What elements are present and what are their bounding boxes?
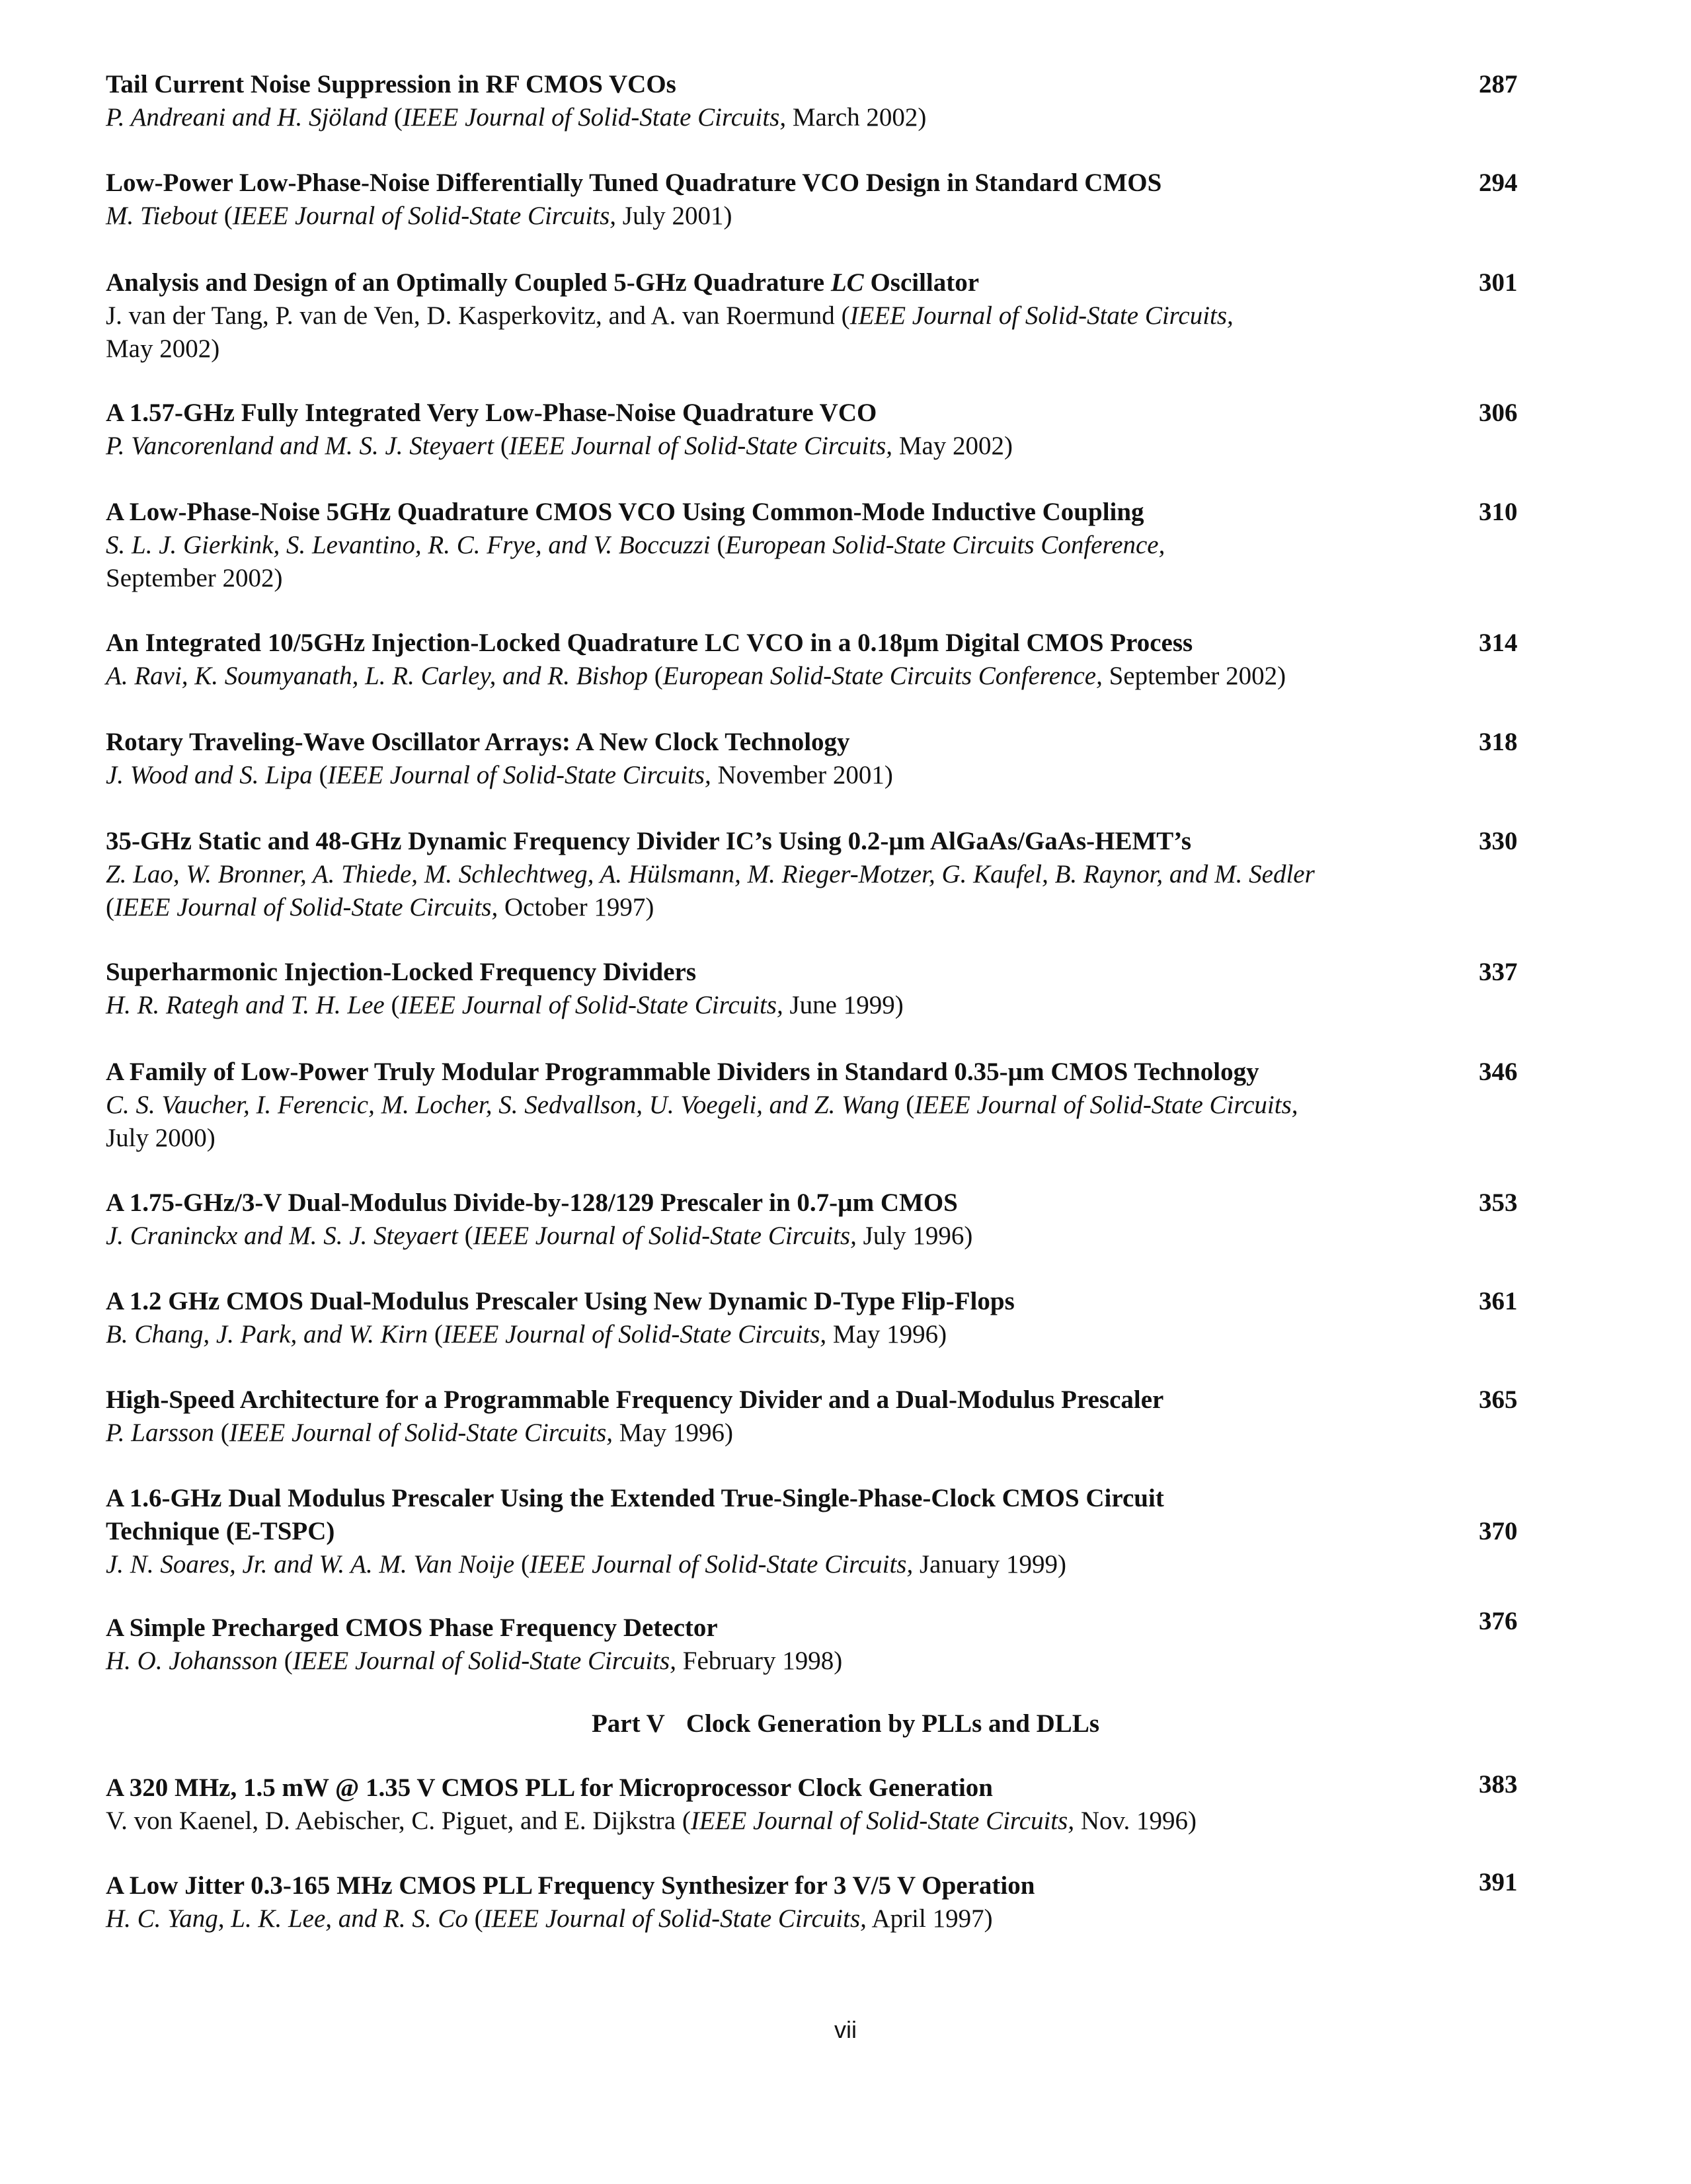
entry-citation: J. N. Soares, Jr. and W. A. M. Van Noije (IEEE Journal of Solid-State Circuits, January 1999) bbox=[106, 1550, 1066, 1579]
entry-title: Superharmonic Injection-Locked Frequency Dividers bbox=[106, 958, 697, 986]
entry-title: High-Speed Architecture for a Programmable Frequency Divider and a Dual-Modulus Prescaler bbox=[106, 1385, 1164, 1414]
entry-page-number: 306 bbox=[1479, 399, 1518, 427]
entry-title: 35-GHz Static and 48-GHz Dynamic Frequency Divider IC’s Using 0.2-µm AlGaAs/GaAs-HEMT’s bbox=[106, 827, 1192, 855]
entry-journal: IEEE Journal of Solid-State Circuits, bbox=[473, 1222, 857, 1250]
entry-authors: J. Wood and S. Lipa bbox=[106, 761, 313, 789]
entry-authors: J. Craninckx and M. S. J. Steyaert bbox=[106, 1222, 458, 1250]
entry-journal: IEEE Journal of Solid-State Circuits, bbox=[914, 1091, 1298, 1119]
entry-date: March 2002) bbox=[792, 103, 927, 132]
entry-page-number: 376 bbox=[1479, 1607, 1518, 1635]
toc-entry bbox=[106, 956, 1527, 1022]
entry-authors: J. N. Soares, Jr. and W. A. M. Van Noije bbox=[106, 1550, 515, 1579]
entry-date: September 2002) bbox=[1109, 662, 1286, 690]
entry-journal: IEEE Journal of Solid-State Circuits, bbox=[508, 432, 893, 460]
entry-citation: V. von Kaenel, D. Aebischer, C. Piguet, and E. Dijkstra (IEEE Journal of Solid-State Circuits, Nov. 1996) bbox=[106, 1807, 1197, 1835]
entry-journal: IEEE Journal of Solid-State Circuits, bbox=[442, 1320, 827, 1348]
entry-authors: H. O. Johansson bbox=[106, 1647, 278, 1675]
entry-title-line: A 1.6-GHz Dual Modulus Prescaler Using the Extended True-Single-Phase-Clock CMOS Circuit bbox=[106, 1484, 1164, 1512]
entry-title: An Integrated 10/5GHz Injection-Locked Quadrature LC VCO in a 0.18µm Digital CMOS Process bbox=[106, 629, 1193, 657]
entry-citation: P. Andreani and H. Sjöland (IEEE Journal of Solid-State Circuits, March 2002) bbox=[106, 103, 927, 132]
entry-journal: European Solid-State Circuits Conference, bbox=[662, 662, 1103, 690]
entry-citation: C. S. Vaucher, I. Ferencic, M. Locher, S. Sedvallson, U. Voegeli, and Z. Wang (IEEE Journal of Solid-State Circuits, July 2000) bbox=[106, 1091, 1298, 1152]
entry-page-number: 294 bbox=[1479, 169, 1518, 197]
entry-page-number: 337 bbox=[1479, 958, 1518, 986]
entry-page-number: 310 bbox=[1479, 498, 1518, 526]
entry-authors: J. van der Tang, P. van de Ven, D. Kasperkovitz, and A. van Roermund bbox=[106, 301, 835, 330]
toc-entry bbox=[106, 1384, 1527, 1450]
part-label: Part V bbox=[591, 1709, 665, 1738]
entry-date: May 1996) bbox=[832, 1320, 947, 1348]
toc-entry bbox=[106, 1187, 1527, 1253]
entry-citation: H. R. Rategh and T. H. Lee (IEEE Journal of Solid-State Circuits, June 1999) bbox=[106, 991, 904, 1019]
page-number-footer: vii bbox=[834, 2016, 857, 2043]
entry-date: July 2000) bbox=[106, 1124, 216, 1152]
entry-authors: P. Andreani and H. Sjöland bbox=[106, 103, 388, 132]
entry-journal: IEEE Journal of Solid-State Circuits, bbox=[849, 301, 1234, 330]
entry-page-number: 383 bbox=[1479, 1770, 1518, 1799]
entry-citation: Z. Lao, W. Bronner, A. Thiede, M. Schlechtweg, A. Hülsmann, M. Rieger-Motzer, G. Kaufel, B. Raynor, and M. Sedler (IEEE Journal of Solid-State Circuits, October 1997) bbox=[106, 860, 1315, 921]
entry-journal: IEEE Journal of Solid-State Circuits, bbox=[327, 761, 711, 789]
entry-title: Tail Current Noise Suppression in RF CMOS VCOs bbox=[106, 70, 676, 98]
entry-journal: IEEE Journal of Solid-State Circuits, bbox=[114, 893, 498, 921]
entry-page-number: 353 bbox=[1479, 1189, 1518, 1217]
toc-entry bbox=[106, 825, 1527, 924]
entry-page-number: 301 bbox=[1479, 268, 1518, 297]
entry-page-number: 391 bbox=[1479, 1868, 1518, 1896]
entry-page-number: 314 bbox=[1479, 629, 1518, 657]
entry-date: May 1996) bbox=[619, 1419, 734, 1447]
entry-journal: IEEE Journal of Solid-State Circuits, bbox=[402, 103, 787, 132]
entry-date: July 1996) bbox=[863, 1222, 973, 1250]
entry-authors: M. Tiebout bbox=[106, 202, 218, 230]
entry-date: Nov. 1996) bbox=[1080, 1807, 1197, 1835]
entry-journal: European Solid-State Circuits Conference, bbox=[725, 531, 1165, 559]
toc-entry bbox=[106, 167, 1527, 233]
entry-page-number: 346 bbox=[1479, 1058, 1518, 1086]
entry-title: A 1.2 GHz CMOS Dual-Modulus Prescaler Using New Dynamic D-Type Flip-Flops bbox=[106, 1287, 1015, 1315]
entry-authors: C. S. Vaucher, I. Ferencic, M. Locher, S. Sedvallson, U. Voegeli, and Z. Wang bbox=[106, 1091, 900, 1119]
entry-title: A Low Jitter 0.3-165 MHz CMOS PLL Frequency Synthesizer for 3 V/5 V Operation bbox=[106, 1871, 1035, 1900]
entry-citation: H. C. Yang, L. K. Lee, and R. S. Co (IEEE Journal of Solid-State Circuits, April 1997) bbox=[106, 1904, 993, 1933]
entry-citation: J. Craninckx and M. S. J. Steyaert (IEEE Journal of Solid-State Circuits, July 1996) bbox=[106, 1222, 973, 1250]
entry-journal: IEEE Journal of Solid-State Circuits, bbox=[232, 202, 617, 230]
toc-entry bbox=[106, 627, 1527, 693]
toc-entry bbox=[106, 1869, 1527, 1935]
entry-page-number: 318 bbox=[1479, 728, 1518, 756]
toc-entry bbox=[106, 68, 1527, 134]
entry-citation: S. L. J. Gierkink, S. Levantino, R. C. Frye, and V. Boccuzzi (European Solid-State Circuits Conference, September 2002) bbox=[106, 531, 1165, 592]
entry-title: A Low-Phase-Noise 5GHz Quadrature CMOS VCO Using Common-Mode Inductive Coupling bbox=[106, 498, 1144, 526]
part-heading bbox=[0, 1707, 1691, 1740]
entry-authors: H. R. Rategh and T. H. Lee bbox=[106, 991, 385, 1019]
entry-authors: Z. Lao, W. Bronner, A. Thiede, M. Schlechtweg, A. Hülsmann, M. Rieger-Motzer, G. Kaufel, B. Raynor, and M. Sedler bbox=[106, 860, 1315, 888]
entry-citation: H. O. Johansson (IEEE Journal of Solid-State Circuits, February 1998) bbox=[106, 1647, 843, 1675]
entry-title: A Family of Low-Power Truly Modular Programmable Dividers in Standard 0.35-µm CMOS Technology bbox=[106, 1058, 1259, 1086]
entry-authors: P. Larsson bbox=[106, 1419, 215, 1447]
toc-entry bbox=[106, 726, 1527, 792]
entry-authors: A. Ravi, K. Soumyanath, L. R. Carley, and R. Bishop bbox=[106, 662, 649, 690]
entry-date: February 1998) bbox=[682, 1647, 843, 1675]
entry-date: June 1999) bbox=[789, 991, 904, 1019]
entry-date: November 2001) bbox=[717, 761, 893, 789]
toc-entry bbox=[106, 496, 1527, 595]
entry-title: A 1.75-GHz/3-V Dual-Modulus Divide-by-128/129 Prescaler in 0.7-µm CMOS bbox=[106, 1189, 958, 1217]
entry-authors: B. Chang, J. Park, and W. Kirn bbox=[106, 1320, 428, 1348]
entry-page-number: 365 bbox=[1479, 1385, 1518, 1414]
entry-title: A 1.57-GHz Fully Integrated Very Low-Phase-Noise Quadrature VCO bbox=[106, 399, 877, 427]
entry-date: October 1997) bbox=[504, 893, 654, 921]
entry-citation: J. Wood and S. Lipa (IEEE Journal of Solid-State Circuits, November 2001) bbox=[106, 761, 893, 789]
entry-title: A Simple Precharged CMOS Phase Frequency Detector bbox=[106, 1614, 718, 1642]
entry-citation: A. Ravi, K. Soumyanath, L. R. Carley, and R. Bishop (European Solid-State Circuits Conference, September 2002) bbox=[106, 662, 1286, 690]
entry-date: July 2001) bbox=[622, 202, 732, 230]
entry-date: May 2002) bbox=[106, 334, 220, 363]
entry-journal: IEEE Journal of Solid-State Circuits, bbox=[292, 1647, 676, 1675]
entry-date: September 2002) bbox=[106, 564, 283, 592]
toc-entry bbox=[106, 266, 1527, 366]
entry-authors: P. Vancorenland and M. S. J. Steyaert bbox=[106, 432, 494, 460]
entry-title: Analysis and Design of an Optimally Coupled 5-GHz Quadrature LC Oscillator bbox=[106, 268, 980, 297]
entry-authors: S. L. J. Gierkink, S. Levantino, R. C. Frye, and V. Boccuzzi bbox=[106, 531, 711, 559]
entry-authors: H. C. Yang, L. K. Lee, and R. S. Co bbox=[106, 1904, 468, 1933]
toc-entry bbox=[106, 397, 1527, 463]
toc-entry bbox=[106, 1607, 1527, 1678]
toc-entry bbox=[106, 1056, 1527, 1155]
entry-title: Low-Power Low-Phase-Noise Differentially Tuned Quadrature VCO Design in Standard CMOS bbox=[106, 169, 1162, 197]
entry-title: Rotary Traveling-Wave Oscillator Arrays: A New Clock Technology bbox=[106, 728, 850, 756]
entry-citation: B. Chang, J. Park, and W. Kirn (IEEE Journal of Solid-State Circuits, May 1996) bbox=[106, 1320, 947, 1348]
entry-date: January 1999) bbox=[919, 1550, 1066, 1579]
entry-journal: IEEE Journal of Solid-State Circuits, bbox=[690, 1807, 1075, 1835]
entry-page-number: 370 bbox=[1479, 1517, 1518, 1545]
entry-citation: P. Vancorenland and M. S. J. Steyaert (IEEE Journal of Solid-State Circuits, May 2002) bbox=[106, 432, 1013, 460]
toc-entry bbox=[106, 1285, 1527, 1351]
entry-journal: IEEE Journal of Solid-State Circuits, bbox=[229, 1419, 613, 1447]
entry-title-line: Technique (E-TSPC) bbox=[106, 1517, 335, 1545]
toc-entry bbox=[106, 1772, 1527, 1838]
entry-page-number: 361 bbox=[1479, 1287, 1518, 1315]
entry-title: A 320 MHz, 1.5 mW @ 1.35 V CMOS PLL for Microprocessor Clock Generation bbox=[106, 1774, 993, 1802]
entry-citation: M. Tiebout (IEEE Journal of Solid-State Circuits, July 2001) bbox=[106, 202, 732, 230]
entry-page-number: 287 bbox=[1479, 70, 1518, 98]
entry-page-number: 330 bbox=[1479, 827, 1518, 855]
entry-citation: J. van der Tang, P. van de Ven, D. Kasperkovitz, and A. van Roermund (IEEE Journal of Solid-State Circuits, May 2002) bbox=[106, 301, 1234, 363]
part-title: Clock Generation by PLLs and DLLs bbox=[686, 1709, 1100, 1738]
entry-citation: P. Larsson (IEEE Journal of Solid-State Circuits, May 1996) bbox=[106, 1419, 734, 1447]
entry-journal: IEEE Journal of Solid-State Circuits, bbox=[529, 1550, 914, 1579]
entry-authors: V. von Kaenel, D. Aebischer, C. Piguet, and E. Dijkstra bbox=[106, 1807, 676, 1835]
entry-journal: IEEE Journal of Solid-State Circuits, bbox=[483, 1904, 867, 1933]
toc-entry bbox=[106, 1482, 1527, 1581]
entry-journal: IEEE Journal of Solid-State Circuits, bbox=[399, 991, 783, 1019]
entry-date: May 2002) bbox=[898, 432, 1013, 460]
entry-date: April 1997) bbox=[871, 1904, 993, 1933]
